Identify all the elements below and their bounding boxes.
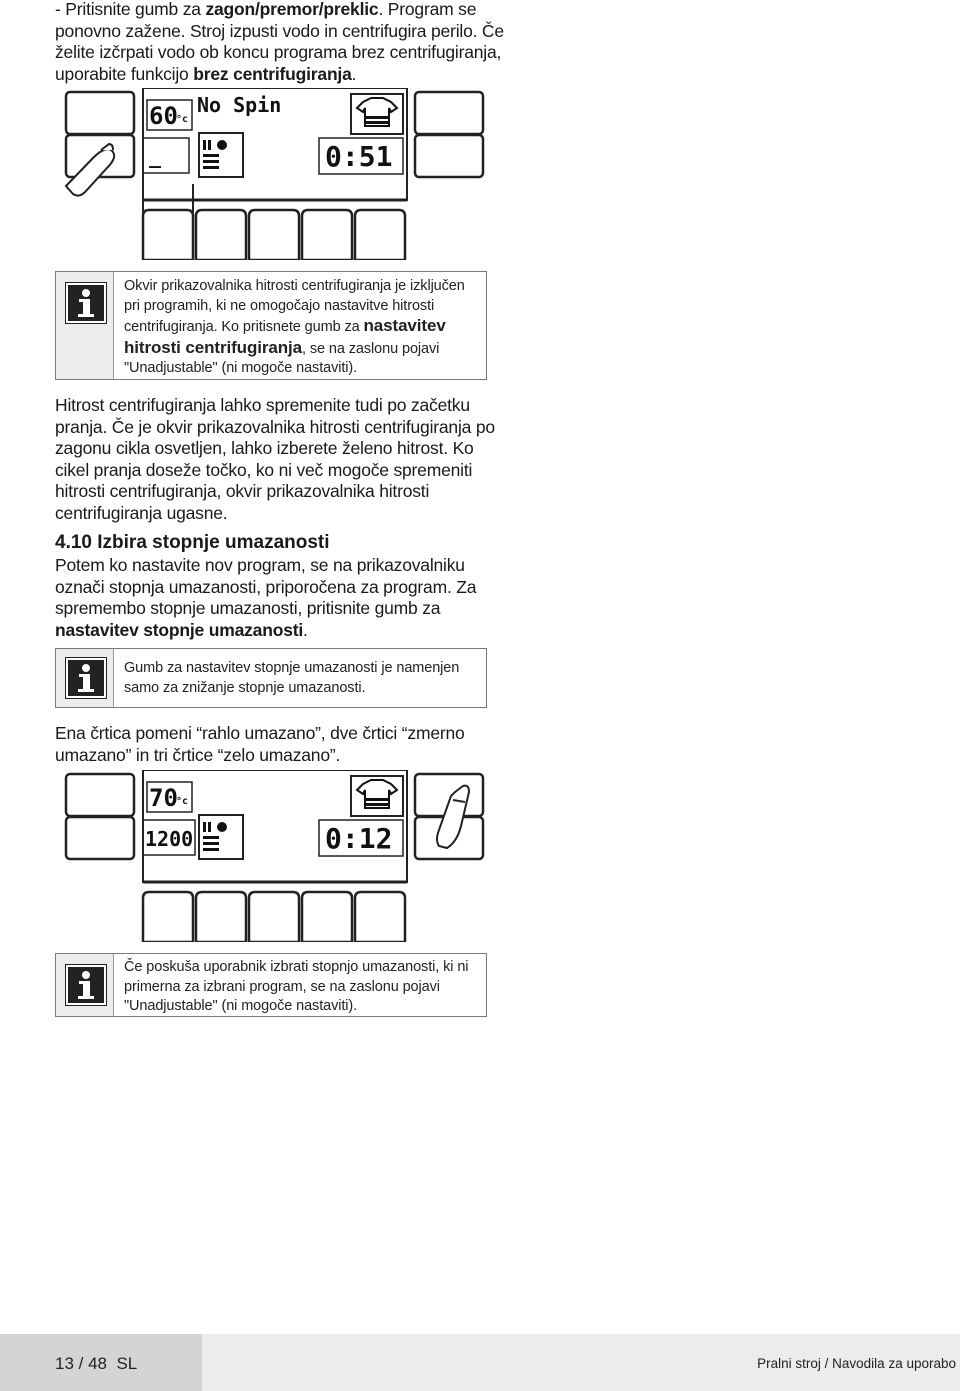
temp-readout: 60 (149, 102, 178, 130)
info-icon (66, 965, 106, 1005)
section-heading: 4.10 Izbira stopnje umazanosti (55, 532, 330, 553)
page-footer (0, 1334, 960, 1391)
control-panel-illustration-2 (63, 770, 487, 942)
no-spin-label: brez centrifugiranja (193, 63, 352, 84)
option-button-5 (355, 210, 405, 260)
info-icon (66, 658, 106, 698)
option-button-4 (302, 210, 352, 260)
info-box-spin: Okvir prikazovalnika hitrosti centrifugiranja je izključen pri programih, ki ne omogočajo nastavitve hitrosti centrifugiranja. Ko pritisnete gumb za nastavitev hitrosti centrifugiranja, se na zaslonu pojavi "Unadjustable" (ni mogoče nastaviti). (55, 271, 487, 380)
spin-readout: _ (149, 144, 162, 168)
temp-readout: 70 (149, 784, 178, 812)
control-panel-illustration-1 (63, 88, 487, 260)
spin-change-paragraph: Hitrost centrifugiranja lahko spremenite tudi po začetku pranja. Če je okvir prikazovalnika hitrosti centrifugiranja po zagonu cikla osvetljen, lahko izberete želeno hitrost. Ko cikel pranja doseže točko, ko ni več mogoče spremeniti hitrosti centrifugiranja, okvir prikazovalnika hitrosti centrifugiranja ugasne. (55, 395, 495, 523)
time-readout: 0:12 (325, 822, 393, 855)
option-button-1 (143, 892, 193, 942)
soil-paragraph: Potem ko nastavite nov program, se na prikazovalniku označi stopnja umazanosti, priporočena za program. Za spremembo stopnje umazanosti, pritisnite gumb za nastavitev stopnje umazanosti. (55, 555, 477, 640)
soil-adjust-label: nastavitev stopnje umazanosti (55, 619, 304, 640)
left-lower-button (66, 817, 134, 859)
info-icon (66, 283, 106, 323)
intro-paragraph: - Pritisnite gumb za zagon/premor/preklic. Program se ponovno zažene. Stroj izpusti vodo in centrifugira perilo. Če želite izčrpati vodo ob koncu programa brez centrifugiranja, uporabite funkcijo brez centrifugiranja. (55, 0, 504, 84)
no-spin-readout: No Spin (197, 93, 282, 117)
footer-title: Pralni stroj / Navodila za uporabo (757, 1356, 956, 1371)
svg-text:°c: °c (176, 114, 189, 125)
left-upper-button (66, 774, 134, 816)
svg-text:°c: °c (176, 796, 189, 807)
page-number: 13 / 48 SL (55, 1354, 138, 1373)
option-button-3 (249, 210, 299, 260)
option-button-4 (302, 892, 352, 942)
option-button-2 (196, 210, 246, 260)
dash-meaning-paragraph: Ena črtica pomeni “rahlo umazano”, dve črtici “zmerno umazano” in tri črtice “zelo umazano”. (55, 723, 465, 765)
option-button-3 (249, 892, 299, 942)
left-upper-button (66, 92, 134, 134)
time-readout: 0:51 (325, 140, 393, 173)
option-button-2 (196, 892, 246, 942)
option-button-1 (143, 210, 193, 260)
info-box-unadjustable: Če poskuša uporabnik izbrati stopnjo umazanosti, ki ni primerna za izbrani program, se na zaslonu pojavi "Unadjustable" (ni mogoče nastaviti). (55, 953, 487, 1017)
right-lower-button (415, 135, 483, 177)
start-pause-label: zagon/premor/preklic (205, 0, 379, 19)
spin-readout: 1200 (145, 827, 194, 851)
option-button-5 (355, 892, 405, 942)
info-box-soil: Gumb za nastavitev stopnje umazanosti je namenjen samo za znižanje stopnje umazanosti. (55, 648, 487, 708)
spin-adjust-label: nastavitev hitrosti centrifugiranja (124, 316, 446, 357)
right-upper-button (415, 92, 483, 134)
